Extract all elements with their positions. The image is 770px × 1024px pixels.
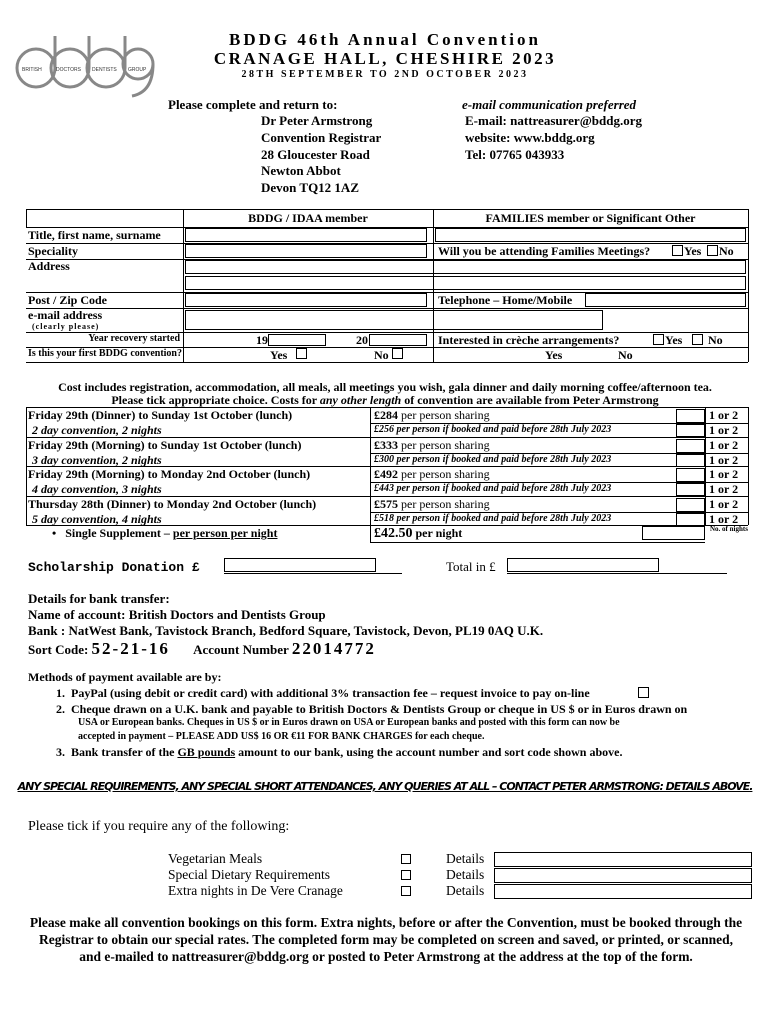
single-supplement: • Single Supplement – per person per night — [52, 526, 278, 540]
cost-intro-2: Please tick appropriate choice. Costs for any other length of convention are available from Peter Armstrong — [111, 393, 659, 407]
logo-word: GROUP — [128, 67, 147, 73]
option-choice-2: 1 or 2 — [709, 452, 739, 467]
requirement-checkbox[interactable] — [401, 886, 411, 896]
return-label: Please complete and return to: — [168, 97, 338, 112]
option-tick-box-2[interactable] — [676, 454, 705, 467]
creche-yes-label: Yes — [665, 333, 683, 347]
dates-title: 28TH SEPTEMBER TO 2ND OCTOBER 2023 — [241, 69, 529, 80]
speciality-input[interactable] — [185, 244, 427, 258]
cost-intro: Cost includes registration, accommodation, all meals, all meetings you wish, gala dinner and daily morning coffee/afternoon tea. — [58, 380, 712, 394]
option-tick-box[interactable] — [676, 439, 705, 453]
payment-method-1: 1. PayPal (using debit or credit card) with additional 3% transaction fee – request invoice to pay on-line — [56, 686, 590, 700]
requirement-label: Extra nights in De Vere Cranage — [168, 883, 343, 898]
option-tick-box-2[interactable] — [676, 424, 705, 437]
return-county: Devon TQ12 1AZ — [261, 180, 359, 195]
scholarship-donation-label: Scholarship Donation £ — [28, 560, 200, 575]
payment-title: Methods of payment available are by: — [28, 670, 222, 684]
families-yes-checkbox[interactable] — [672, 245, 683, 256]
option-tick-box-2[interactable] — [676, 513, 705, 526]
option-title: Thursday 28th (Dinner) to Monday 2nd October (lunch) — [28, 496, 317, 511]
option-tick-box[interactable] — [676, 468, 705, 482]
families-yes-label: Yes — [684, 244, 702, 258]
member-column-header: BDDG / IDAA member — [248, 211, 368, 225]
telephone-input[interactable] — [585, 293, 746, 307]
option-choice-2: 1 or 2 — [709, 482, 739, 496]
requirement-checkbox[interactable] — [401, 870, 411, 880]
requirement-details-label: Details — [446, 867, 485, 882]
requirement-label: Vegetarian Meals — [168, 851, 263, 866]
requirements-intro: Please tick if you require any of the following: — [28, 819, 290, 834]
supplement-price: £42.50 per night — [374, 526, 463, 541]
paypal-checkbox[interactable] — [638, 687, 649, 698]
option-choice: 1 or 2 — [709, 437, 739, 452]
special-requirements-note: ANY SPECIAL REQUIREMENTS, ANY SPECIAL SHORT ATTENDANCES, ANY QUERIES AT ALL – CONTACT PETER ARMSTRONG: DETAILS ABOVE. — [17, 780, 753, 793]
requirement-details-input[interactable] — [494, 884, 752, 899]
first-no-checkbox[interactable] — [392, 348, 403, 359]
option-price: £575 per person sharing — [374, 496, 490, 511]
contact-website: website: www.bddg.org — [465, 130, 595, 145]
supplement-nights-label: No. of nights — [710, 525, 748, 533]
contact-email: E-mail: nattreasurer@bddg.org — [465, 113, 642, 128]
payment-method-2: 2. Cheque drawn on a U.K. bank and payable to British Doctors & Dentists Group or cheque in US $ or in Euros drawn on — [56, 702, 688, 716]
address-input-2[interactable] — [185, 276, 746, 290]
payment-method-2b: USA or European banks. Cheques in US $ or in Euros drawn on USA or European banks and posted with this form can now be — [78, 717, 620, 728]
requirement-label: Special Dietary Requirements — [168, 867, 330, 882]
option-title: Friday 29th (Morning) to Sunday 1st October (lunch) — [28, 437, 302, 452]
return-street: 28 Gloucester Road — [261, 147, 370, 162]
families-meetings-question: Will you be attending Families Meetings? — [438, 244, 651, 258]
creche-no-label: No — [708, 333, 723, 347]
speciality-label: Speciality — [28, 244, 78, 258]
email-input[interactable] — [185, 310, 603, 330]
family-first-yes-label: Yes — [545, 348, 563, 362]
family-column-header: FAMILIES member or Significant Other — [485, 211, 696, 225]
address-input-1[interactable] — [185, 260, 746, 274]
payment-method-3: 3. Bank transfer of the GB pounds amount to our bank, using the account number and sort code shown above. — [56, 745, 623, 759]
postcode-input[interactable] — [185, 293, 427, 307]
telephone-label: Telephone – Home/Mobile — [438, 293, 573, 307]
return-name: Dr Peter Armstrong — [261, 113, 373, 128]
bddg-logo — [14, 34, 158, 98]
option-title: Friday 29th (Morning) to Monday 2nd October (lunch) — [28, 467, 311, 481]
option-tick-box-2[interactable] — [676, 483, 705, 496]
creche-question: Interested in crèche arrangements? — [438, 333, 620, 347]
footer-note: Please make all convention bookings on this form. Extra nights, before or after the Convention, must be booked through the Registrar to obtain our special rates. The completed form may be completed on screen and saved, or printed, or scanned, and e-mailed to nattreasurer@bddg.org or posted to Peter Armstrong at the address at the top of the form. — [29, 915, 743, 964]
option-title: Friday 29th (Dinner) to Sunday 1st October (lunch) — [28, 408, 293, 422]
option-price: £492 per person sharing — [374, 467, 490, 481]
family-first-no-label: No — [618, 348, 633, 362]
option-choice-2: 1 or 2 — [709, 511, 739, 526]
member-name-input[interactable] — [185, 228, 427, 242]
year-20-input[interactable] — [369, 334, 427, 346]
payment-method-2c: accepted in payment – PLEASE ADD US$ 16 OR €11 FOR BANK CHARGES for each cheque. — [78, 731, 485, 742]
option-price: £333 per person sharing — [374, 437, 490, 452]
year-20-prefix: 20 — [356, 333, 368, 347]
option-subtitle: 2 day convention, 2 nights — [32, 423, 162, 437]
logo-word: BRITISH — [22, 67, 42, 73]
option-subtitle: 5 day convention, 4 nights — [32, 511, 162, 526]
option-tick-box[interactable] — [676, 409, 705, 423]
requirement-details-label: Details — [446, 851, 485, 866]
bank-address: Bank : NatWest Bank, Tavistock Branch, Bedford Square, Tavistock, Devon, PL19 0AQ U.K. — [28, 623, 544, 638]
bank-account-name: Name of account: British Doctors and Dentists Group — [28, 607, 326, 622]
first-no-label: No — [374, 348, 389, 362]
recovery-label: Year recovery started — [88, 333, 180, 344]
option-price: £284 per person sharing — [374, 408, 490, 422]
option-subtitle: 3 day convention, 2 nights — [32, 452, 162, 467]
total-label: Total in £ — [446, 559, 496, 574]
option-choice: 1 or 2 — [709, 467, 739, 481]
families-no-label: No — [719, 244, 734, 258]
first-yes-label: Yes — [270, 348, 288, 362]
creche-no-checkbox[interactable] — [692, 334, 703, 345]
scholarship-donation-input[interactable] — [224, 558, 376, 572]
option-early-price: £443 per person if booked and paid before 28th July 2023 — [374, 483, 612, 494]
sort-code: Sort Code: 52-21-16 Account Number 22014772 — [28, 639, 376, 658]
option-early-price: £300 per person if booked and paid before 28th July 2023 — [374, 453, 612, 465]
total-input[interactable] — [507, 558, 659, 572]
family-name-input[interactable] — [435, 228, 746, 242]
requirement-details-input[interactable] — [494, 852, 752, 867]
bank-title: Details for bank transfer: — [28, 591, 170, 606]
logo-word: DOCTORS — [56, 67, 81, 73]
name-label: Title, first name, surname — [28, 228, 161, 242]
return-role: Convention Registrar — [261, 130, 382, 145]
venue-title: CRANAGE HALL, CHESHIRE 2023 — [213, 49, 557, 68]
requirement-checkbox[interactable] — [401, 854, 411, 864]
option-choice-2: 1 or 2 — [709, 423, 739, 437]
email-label: e-mail address — [28, 308, 103, 322]
option-choice: 1 or 2 — [709, 496, 739, 511]
convention-title: BDDG 46th Annual Convention — [229, 30, 541, 49]
year-19-prefix: 19 — [256, 333, 268, 347]
contact-tel: Tel: 07765 043933 — [465, 147, 565, 162]
option-early-price: £256 per person if booked and paid before 28th July 2023 — [374, 424, 612, 435]
option-choice: 1 or 2 — [709, 408, 739, 422]
logo-word: DENTISTS — [92, 67, 117, 73]
year-19-input[interactable] — [268, 334, 326, 346]
postcode-label: Post / Zip Code — [28, 293, 108, 307]
address-label: Address — [28, 259, 70, 273]
families-no-checkbox[interactable] — [707, 245, 718, 256]
requirement-details-input[interactable] — [494, 868, 752, 883]
return-town: Newton Abbot — [261, 163, 341, 178]
email-note: (clearly please) — [32, 322, 100, 331]
first-convention-question: Is this your first BDDG convention? — [28, 348, 182, 359]
requirement-details-label: Details — [446, 883, 485, 898]
option-subtitle: 4 day convention, 3 nights — [32, 482, 162, 496]
option-tick-box[interactable] — [676, 498, 705, 512]
creche-yes-checkbox[interactable] — [653, 334, 664, 345]
email-preferred: e-mail communication preferred — [462, 97, 637, 112]
option-early-price: £518 per person if booked and paid before 28th July 2023 — [374, 512, 612, 524]
first-yes-checkbox[interactable] — [296, 348, 307, 359]
supplement-nights-input[interactable] — [642, 526, 705, 540]
